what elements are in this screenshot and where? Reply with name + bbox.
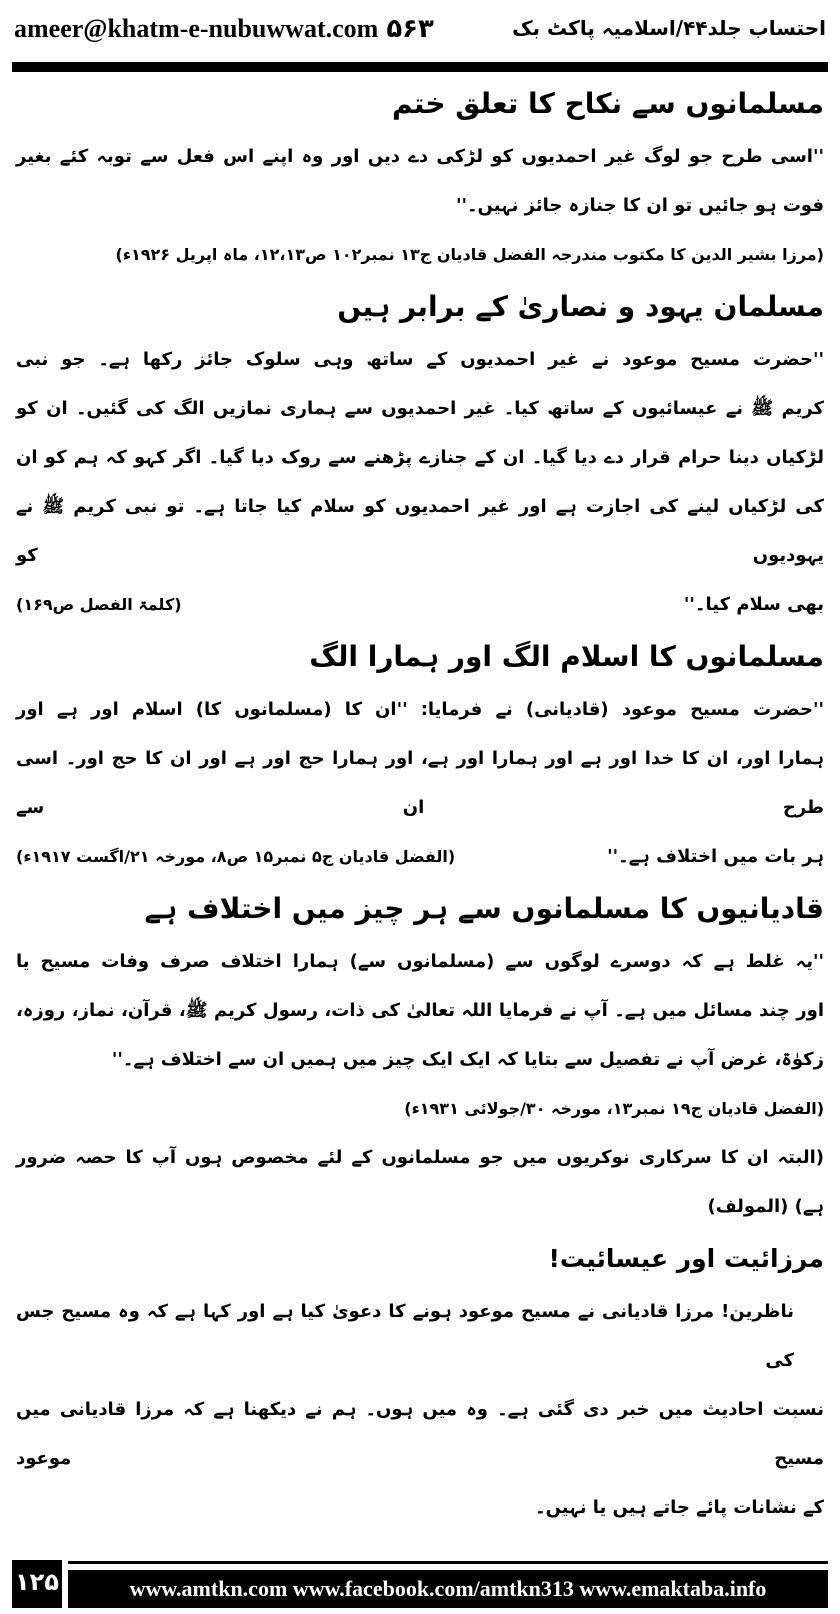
body-line: زکوٰۃ، غرض آپ نے تفصیل سے بتایا کہ ایک ایک چیز میں ہمیں ان سے اختلاف ہے۔'' (111, 1049, 824, 1070)
body-line: ''حضرت مسیح موعود نے غیر احمدیوں کے ساتھ وہی سلوک جائز رکھا ہے۔ جو نبی (16, 349, 824, 370)
footer-links: www.amtkn.com www.facebook.com/amtkn313 www.emaktaba.info (68, 1570, 828, 1608)
reference: (مرزا بشیر الدین کا مکتوب مندرجہ الفضل قادیان ج۱۳ نمبر۱۰۲ ص۱۲،۱۳، ماہ اپریل ۱۹۲۶ء) (115, 245, 824, 264)
reference: (کلمۃ الفصل ص۱۶۹) (16, 595, 182, 614)
note-line: (البتہ ان کا سرکاری نوکریوں میں جو مسلمانوں کے لئے مخصوص ہوں آپ کا حصہ ضرور (16, 1147, 824, 1168)
note-line: ہے) (المولف) (707, 1196, 824, 1217)
section-heading: مسلمانوں کا اسلام الگ اور ہمارا الگ (309, 640, 824, 673)
section-heading: مسلمانوں سے نکاح کا تعلق ختم (391, 87, 824, 120)
body-line: فوت ہو جائیں تو ان کا جنازہ جائز نہیں۔'' (455, 195, 824, 216)
page-body (16, 76, 824, 1532)
body-line-with-reference (16, 832, 824, 881)
body-line: بھی سلام کیا۔'' (683, 594, 824, 615)
header-left (14, 14, 434, 44)
section-heading: مسلمان یہود و نصاریٰ کے برابر ہیں (337, 290, 824, 323)
page-footer (12, 1560, 828, 1608)
header-page-number: ۵۶۳ (386, 14, 434, 44)
body-line: ''یہ غلط ہے کہ دوسرے لوگوں سے (مسلمانوں سے) ہمارا اختلاف صرف وفات مسیح یا (16, 951, 824, 972)
body-line: نسبت احادیث میں خبر دی گئی ہے۔ وہ میں ہوں۔ ہم نے دیکھنا ہے کہ مرزا قادیانی میں مسیح موعود (16, 1399, 824, 1469)
page-header (0, 0, 840, 60)
header-book-title: احتساب جلد۴۴/اسلامیہ پاکٹ بک (512, 16, 826, 40)
footer-rule (68, 1561, 828, 1564)
body-line: اور چند مسائل میں ہے۔ آپ نے فرمایا اللہ تعالیٰ کی ذات، رسول کریم ﷺ، قرآن، نماز، روزہ، (16, 1000, 824, 1021)
footer-page-number: ۱۲۵ (12, 1560, 62, 1608)
body-line: کی لڑکیاں لینے کی اجازت ہے اور غیر احمدیوں کو سلام کیا جاتا ہے۔ تو نبی کریم ﷺ نے یہودیوں کو (16, 496, 824, 566)
body-line: کریم ﷺ نے عیسائیوں کے ساتھ کیا۔ غیر احمدیوں سے ہماری نمازیں الگ کی گئیں۔ ان کو (16, 398, 824, 419)
body-line: ''اسی طرح جو لوگ غیر احمدیوں کو لڑکی دے دیں اور وہ اپنے اس فعل سے توبہ کئے بغیر (16, 146, 824, 167)
body-line-with-reference (16, 580, 824, 629)
reference: (الفضل قادیان ج۵ نمبر۱۵ ص۸، مورخہ ۲۱/اگست ۱۹۱۷ء) (16, 847, 456, 866)
header-rule (12, 62, 828, 72)
body-line: ہمارا اور، ان کا خدا اور ہے اور ہمارا اور ہے، اور ہمارا حج اور ہے اور ان کا حج اور۔ اسی طرح ان سے (16, 748, 824, 818)
reference: (الفضل قادیان ج۱۹ نمبر۱۳، مورخہ ۳۰/جولائی ۱۹۳۱ء) (404, 1099, 824, 1118)
section-heading: مرزائیت اور عیسائیت! (548, 1244, 824, 1273)
body-line: ہر بات میں اختلاف ہے۔'' (607, 846, 824, 867)
section-heading: قادیانیوں کا مسلمانوں سے ہر چیز میں اختلاف ہے (144, 892, 824, 925)
body-line: ناظرین! مرزا قادیانی نے مسیح موعود ہونے کا دعویٰ کیا ہے اور کہا ہے کہ وہ مسیح جس کی (16, 1301, 794, 1371)
body-line: کے نشانات پائے جاتے ہیں یا نہیں۔ (535, 1497, 824, 1518)
body-line: ''حضرت مسیح موعود (قادیانی) نے فرمایا: ''ان کا (مسلمانوں کا) اسلام اور ہے اور (16, 699, 824, 720)
header-email: ameer@khatm-e-nubuwwat.com (14, 14, 379, 43)
body-line: لڑکیاں دینا حرام قرار دے دیا گیا۔ ان کے جنازے پڑھنے سے روک دیا گیا۔ اگر کہو کہ ہم کو ان (16, 447, 824, 468)
